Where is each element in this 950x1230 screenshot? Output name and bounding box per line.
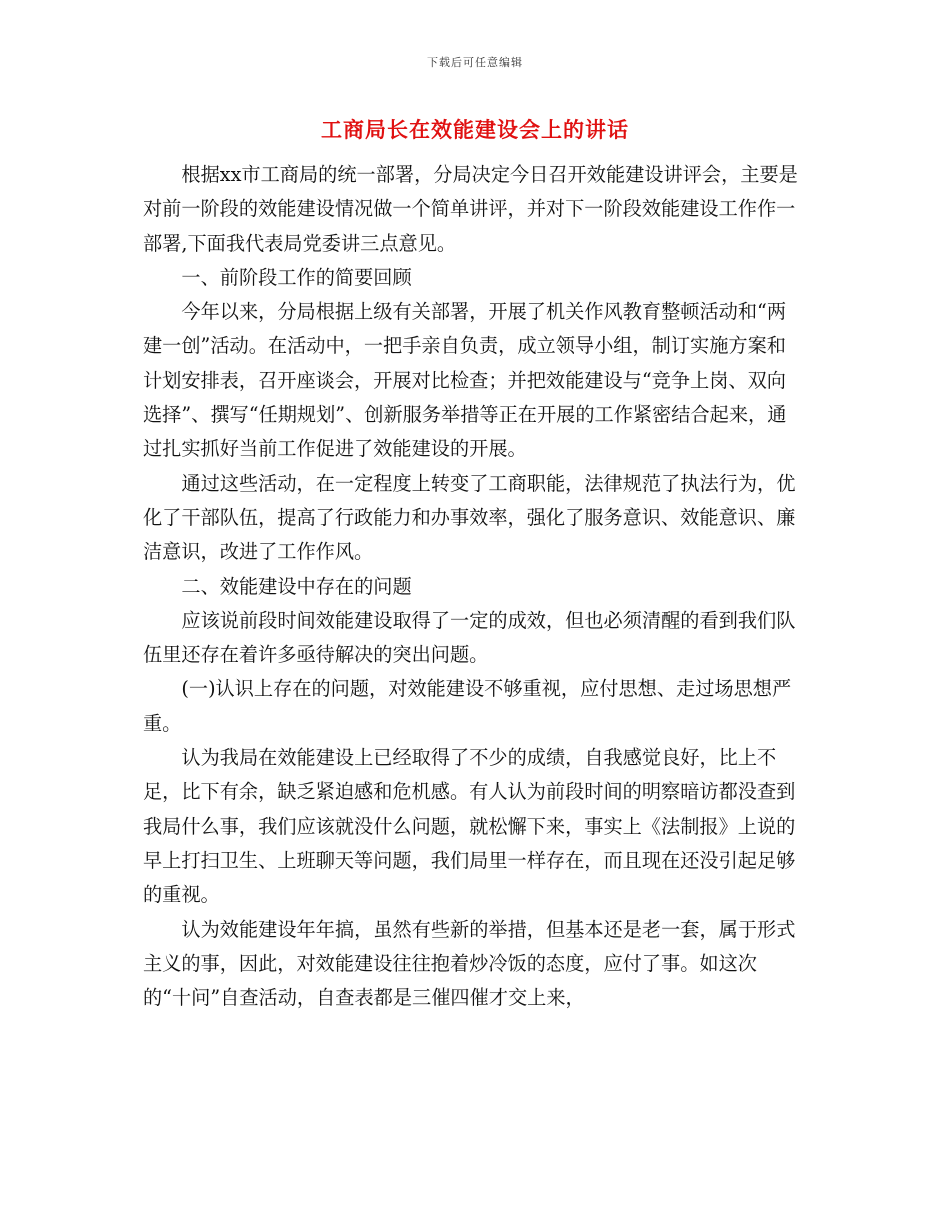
paragraph: 认为我局在效能建设上已经取得了不少的成绩，自我感觉良好，比上不足，比下有余，缺乏紧迫感和危机感。有人认为前段时间的明察暗访都没查到我局什么事，我们应该就没什么问题，就松懈下来，事实上《法制报》上说的早上打扫卫生、上班聊天等问题，我们局里一样存在，而且现在还没引起足够的重视。 [143,746,796,907]
document-title: 工商局长在效能建设会上的讲话 [321,118,629,142]
header-note: 下载后可任意编辑 [427,56,523,69]
paragraph: 认为效能建设年年搞，虽然有些新的举措，但基本还是老一套，属于形式主义的事，因此，对效能建设往往抱着炒冷饭的态度，应付了事。如这次的“十问”自查活动，自查表都是三催四催才交上来， [143,917,796,1010]
subsection-heading: (一)认识上存在的问题，对效能建设不够重视，应付思想、走过场思想严重。 [143,677,792,735]
section-heading: 二、效能建设中存在的问题 [181,574,412,598]
document-body [143,158,803,1015]
paragraph: 应该说前段时间效能建设取得了一定的成效，但也必须清醒的看到我们队伍里还存在着许多亟待解决的突出问题。 [143,608,796,667]
paragraph: 通过这些活动，在一定程度上转变了工商职能，法律规范了执法行为，优化了干部队伍，提高了行政能力和办事效率，强化了服务意识、效能意识、廉洁意识，改进了工作作风。 [143,471,796,564]
paragraph: 今年以来，分局根据上级有关部署，开展了机关作风教育整顿活动和“两建一创”活动。在活动中，一把手亲自负责，成立领导小组，制订实施方案和计划安排表，召开座谈会，开展对比检查；并把效能建设与“竞争上岗、双向选择”、撰写“任期规划”、创新服务举措等正在开展的工作紧密结合起来，通过扎实抓好当前工作促进了效能建设的开展。 [143,300,787,461]
section-heading: 一、前阶段工作的简要回顾 [181,265,412,289]
paragraph: 根据xx市工商局的统一部署，分局决定今日召开效能建设讲评会，主要是对前一阶段的效能建设情况做一个简单讲评，并对下一阶段效能建设工作作一部署,下面我代表局党委讲三点意见。 [143,163,798,255]
